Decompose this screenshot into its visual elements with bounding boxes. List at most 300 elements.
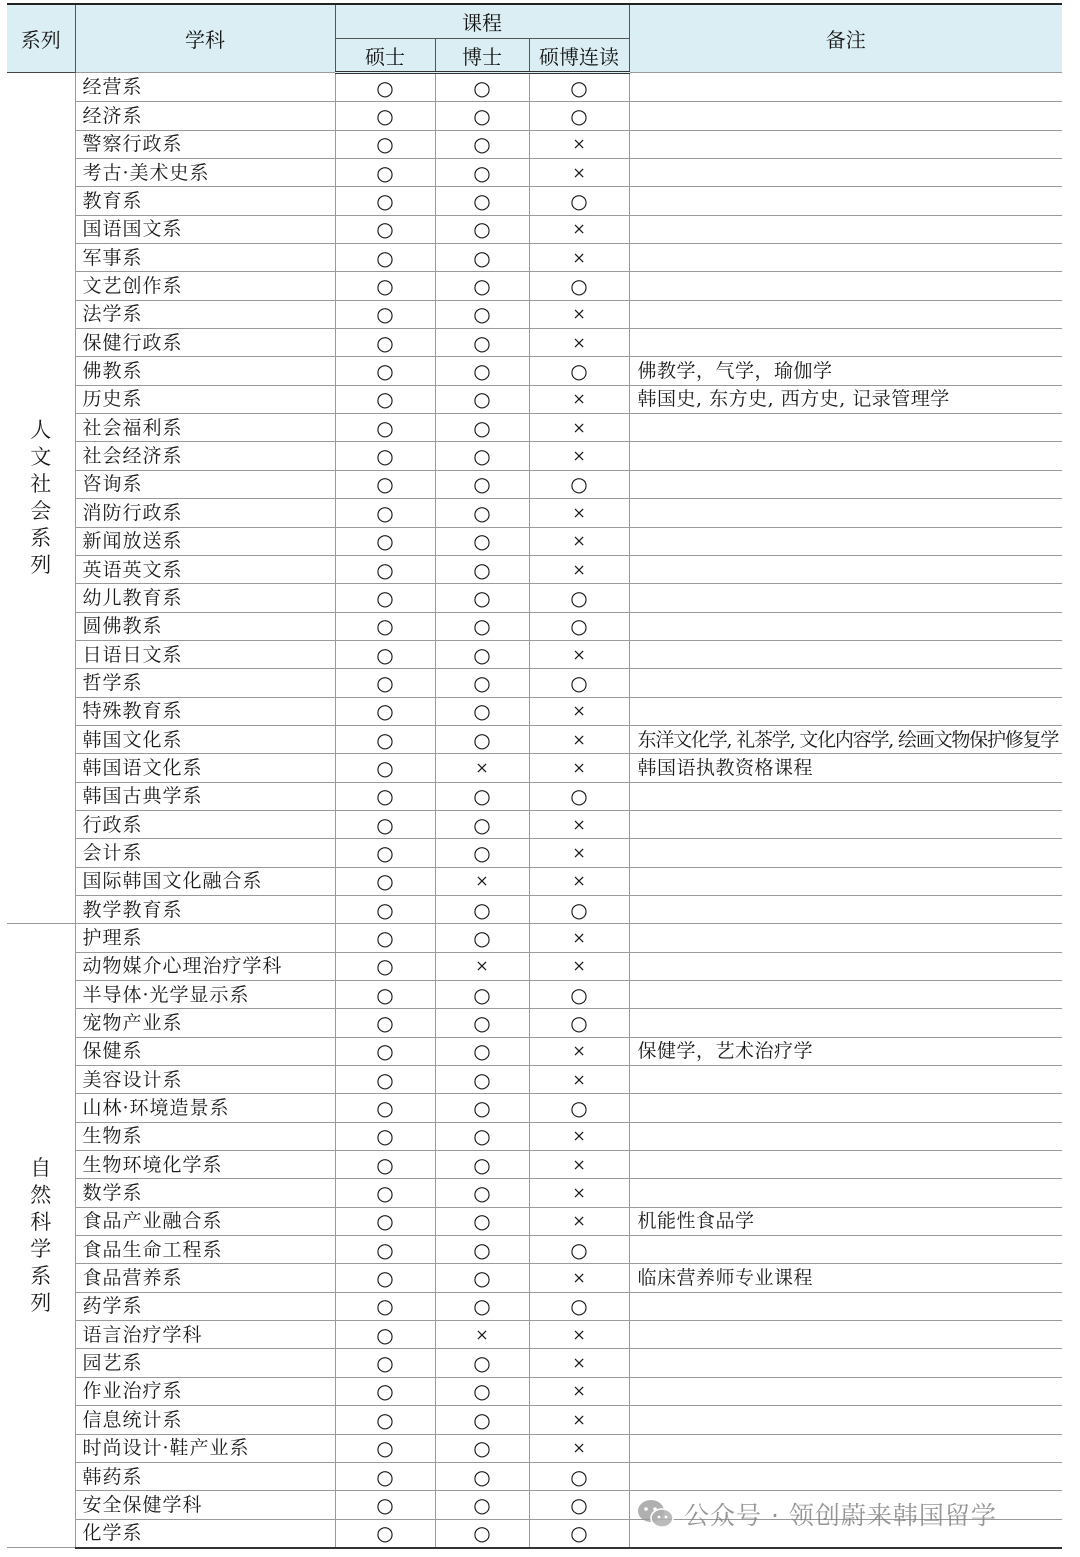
phd-cell: ○ [435,1066,529,1094]
series-cell [7,924,75,1548]
phd-cell: × [435,1321,529,1349]
table-row [7,1151,1062,1179]
notes-cell [629,527,1062,555]
master-cell: ○ [335,102,435,130]
notes-cell [629,669,1062,697]
subject-cell: 新闻放送系 [75,527,335,555]
subject-cell: 美容设计系 [75,1066,335,1094]
subject-cell: 化学系 [75,1519,335,1548]
phd-cell: ○ [435,414,529,442]
master-cell: ○ [335,754,435,782]
subject-cell: 半导体·光学显示系 [75,981,335,1009]
phd-cell: ○ [435,839,529,867]
subject-cell: 食品生命工程系 [75,1236,335,1264]
notes-cell [629,867,1062,895]
phd-cell: ○ [435,1292,529,1320]
subject-cell: 食品产业融合系 [75,1207,335,1235]
phd-cell: × [435,867,529,895]
master-cell: ○ [335,130,435,158]
notes-cell [629,1377,1062,1405]
phd-cell: ○ [435,1349,529,1377]
subject-cell: 经营系 [75,73,335,102]
table-row [7,1349,1062,1377]
table-row [7,952,1062,980]
subject-cell: 宠物产业系 [75,1009,335,1037]
header-subject: 学科 [75,4,335,73]
notes-cell: 东洋文化学, 礼茶学, 文化内容学, 绘画文物保护修复学 [629,725,1062,753]
phd-cell: × [435,952,529,980]
master-cell: ○ [335,1066,435,1094]
combined-cell: ○ [529,187,629,215]
combined-cell: ○ [529,1094,629,1122]
notes-cell [629,952,1062,980]
combined-cell: × [529,244,629,272]
notes-cell [629,555,1062,583]
table-row [7,244,1062,272]
combined-cell: ○ [529,1519,629,1548]
phd-cell: ○ [435,810,529,838]
combined-cell: × [529,442,629,470]
subject-cell: 药学系 [75,1292,335,1320]
phd-cell: ○ [435,1037,529,1065]
notes-cell [629,329,1062,357]
master-cell: ○ [335,697,435,725]
notes-cell [629,1292,1062,1320]
combined-cell: ○ [529,272,629,300]
phd-cell: ○ [435,1462,529,1490]
combined-cell: × [529,499,629,527]
master-cell: ○ [335,442,435,470]
combined-cell: × [529,867,629,895]
notes-cell [629,1122,1062,1150]
phd-cell: ○ [435,584,529,612]
subject-cell: 保健行政系 [75,329,335,357]
phd-cell: ○ [435,272,529,300]
notes-cell [629,1406,1062,1434]
subject-cell: 国语国文系 [75,215,335,243]
table-row [7,612,1062,640]
phd-cell: ○ [435,187,529,215]
phd-cell: ○ [435,782,529,810]
subject-cell: 作业治疗系 [75,1377,335,1405]
table-row [7,1122,1062,1150]
subject-cell: 佛教系 [75,357,335,385]
subject-cell: 数学系 [75,1179,335,1207]
notes-cell [629,1179,1062,1207]
master-cell: ○ [335,414,435,442]
notes-cell: 佛教学，气学，瑜伽学 [629,357,1062,385]
notes-cell: 韩国语执教资格课程 [629,754,1062,782]
subject-cell: 保健系 [75,1037,335,1065]
notes-cell [629,782,1062,810]
table-row [7,867,1062,895]
phd-cell: ○ [435,442,529,470]
phd-cell: ○ [435,981,529,1009]
subject-cell: 会计系 [75,839,335,867]
notes-cell: 机能性食品学 [629,1207,1062,1235]
subject-cell: 韩国语文化系 [75,754,335,782]
master-cell: ○ [335,1207,435,1235]
master-cell: ○ [335,669,435,697]
subject-cell: 生物环境化学系 [75,1151,335,1179]
combined-cell: ○ [529,612,629,640]
combined-cell: × [529,1179,629,1207]
notes-cell [629,839,1062,867]
master-cell: ○ [335,357,435,385]
subject-cell: 哲学系 [75,669,335,697]
phd-cell: ○ [435,1491,529,1519]
master-cell: ○ [335,725,435,753]
combined-cell: × [529,839,629,867]
notes-cell [629,1434,1062,1462]
subject-cell: 考古·美术史系 [75,159,335,187]
master-cell: ○ [335,839,435,867]
phd-cell: ○ [435,1406,529,1434]
phd-cell: ○ [435,499,529,527]
subject-cell: 警察行政系 [75,130,335,158]
master-cell: ○ [335,215,435,243]
combined-cell: × [529,1434,629,1462]
watermark [636,1494,997,1534]
table-row [7,725,1062,753]
notes-cell [629,442,1062,470]
phd-cell: ○ [435,244,529,272]
combined-cell: × [529,414,629,442]
table-row [7,357,1062,385]
notes-cell [629,1066,1062,1094]
notes-cell [629,895,1062,923]
notes-cell [629,73,1062,102]
notes-cell [629,215,1062,243]
table-row [7,1321,1062,1349]
table-row [7,839,1062,867]
header-master: 硕士 [335,39,435,73]
table-row [7,1179,1062,1207]
notes-cell [629,1236,1062,1264]
phd-cell: ○ [435,1094,529,1122]
notes-cell [629,244,1062,272]
table-row [7,187,1062,215]
table-row [7,1037,1062,1065]
combined-cell: × [529,1037,629,1065]
combined-cell: × [529,300,629,328]
subject-cell: 圆佛教系 [75,612,335,640]
subject-cell: 韩国古典学系 [75,782,335,810]
series-label: 自然科学系列 [30,1155,52,1315]
notes-cell [629,130,1062,158]
table-row [7,1406,1062,1434]
master-cell: ○ [335,981,435,1009]
phd-cell: ○ [435,895,529,923]
notes-cell [629,1321,1062,1349]
notes-cell [629,1094,1062,1122]
subject-cell: 信息统计系 [75,1406,335,1434]
combined-cell: × [529,810,629,838]
subject-cell: 军事系 [75,244,335,272]
notes-cell: 临床营养师专业课程 [629,1264,1062,1292]
notes-cell [629,584,1062,612]
phd-cell: ○ [435,1009,529,1037]
subject-cell: 文艺创作系 [75,272,335,300]
notes-cell [629,810,1062,838]
master-cell: ○ [335,1009,435,1037]
watermark-text: 公众号 · 领创蔚来韩国留学 [684,1501,997,1530]
combined-cell: × [529,697,629,725]
notes-cell: 保健学，艺术治疗学 [629,1037,1062,1065]
table-row [7,1462,1062,1490]
table-row [7,499,1062,527]
master-cell: ○ [335,1264,435,1292]
phd-cell: × [435,754,529,782]
table-row [7,810,1062,838]
subject-cell: 韩国文化系 [75,725,335,753]
combined-cell: × [529,754,629,782]
master-cell: ○ [335,1434,435,1462]
master-cell: ○ [335,924,435,952]
table-row [7,640,1062,668]
table-row [7,414,1062,442]
combined-cell: × [529,952,629,980]
subject-cell: 食品营养系 [75,1264,335,1292]
subject-cell: 咨询系 [75,470,335,498]
phd-cell: ○ [435,725,529,753]
master-cell: ○ [335,1406,435,1434]
notes-cell [629,159,1062,187]
notes-cell [629,414,1062,442]
master-cell: ○ [335,1491,435,1519]
table-row [7,1066,1062,1094]
subject-cell: 动物媒介心理治疗学科 [75,952,335,980]
phd-cell: ○ [435,215,529,243]
combined-cell: × [529,159,629,187]
master-cell: ○ [335,1037,435,1065]
phd-cell: ○ [435,1434,529,1462]
phd-cell: ○ [435,640,529,668]
master-cell: ○ [335,244,435,272]
combined-cell: ○ [529,357,629,385]
master-cell: ○ [335,385,435,413]
table-row [7,1009,1062,1037]
subject-cell: 国际韩国文化融合系 [75,867,335,895]
header-course: 课程 [335,4,629,39]
notes-cell [629,924,1062,952]
phd-cell: ○ [435,159,529,187]
phd-cell: ○ [435,669,529,697]
master-cell: ○ [335,1292,435,1320]
header-notes: 备注 [629,4,1062,73]
subject-cell: 英语英文系 [75,555,335,583]
subject-cell: 山林·环境造景系 [75,1094,335,1122]
phd-cell: ○ [435,555,529,583]
table-body [7,73,1062,1548]
combined-cell: ○ [529,73,629,102]
combined-cell: × [529,1264,629,1292]
combined-cell: × [529,329,629,357]
wechat-icon [636,1497,676,1531]
subject-cell: 法学系 [75,300,335,328]
notes-cell [629,187,1062,215]
combined-cell: ○ [529,1292,629,1320]
notes-cell [629,470,1062,498]
table-row [7,924,1062,952]
combined-cell: × [529,527,629,555]
master-cell: ○ [335,1377,435,1405]
combined-cell: ○ [529,669,629,697]
combined-cell: ○ [529,1009,629,1037]
subject-cell: 生物系 [75,1122,335,1150]
master-cell: ○ [335,810,435,838]
table-row [7,73,1062,102]
table-row [7,102,1062,130]
master-cell: ○ [335,1519,435,1548]
combined-cell: × [529,1349,629,1377]
program-table [7,3,1062,1549]
table-row [7,754,1062,782]
combined-cell: ○ [529,782,629,810]
subject-cell: 护理系 [75,924,335,952]
master-cell: ○ [335,1462,435,1490]
phd-cell: ○ [435,1519,529,1548]
series-label: 人文社会系列 [30,418,52,578]
master-cell: ○ [335,555,435,583]
combined-cell: × [529,924,629,952]
subject-cell: 社会经济系 [75,442,335,470]
header-phd: 博士 [435,39,529,73]
combined-cell: ○ [529,981,629,1009]
notes-cell [629,640,1062,668]
subject-cell: 社会福利系 [75,414,335,442]
master-cell: ○ [335,1122,435,1150]
notes-cell [629,102,1062,130]
combined-cell: ○ [529,584,629,612]
master-cell: ○ [335,1236,435,1264]
table-row [7,329,1062,357]
phd-cell: ○ [435,357,529,385]
phd-cell: ○ [435,102,529,130]
phd-cell: ○ [435,470,529,498]
table-row [7,272,1062,300]
combined-cell: × [529,555,629,583]
combined-cell: × [529,1406,629,1434]
master-cell: ○ [335,300,435,328]
phd-cell: ○ [435,527,529,555]
table-row [7,697,1062,725]
phd-cell: ○ [435,924,529,952]
master-cell: ○ [335,584,435,612]
header-series: 系列 [7,4,75,73]
combined-cell: ○ [529,470,629,498]
combined-cell: ○ [529,102,629,130]
combined-cell: ○ [529,1236,629,1264]
table-header [7,4,1062,73]
subject-cell: 韩药系 [75,1462,335,1490]
notes-cell [629,1462,1062,1490]
notes-cell [629,1009,1062,1037]
master-cell: ○ [335,612,435,640]
phd-cell: ○ [435,130,529,158]
notes-cell [629,1349,1062,1377]
phd-cell: ○ [435,697,529,725]
table-row [7,981,1062,1009]
master-cell: ○ [335,1094,435,1122]
table-row [7,159,1062,187]
notes-cell [629,697,1062,725]
phd-cell: ○ [435,329,529,357]
phd-cell: ○ [435,300,529,328]
subject-cell: 安全保健学科 [75,1491,335,1519]
notes-cell [629,300,1062,328]
combined-cell: × [529,725,629,753]
phd-cell: ○ [435,1179,529,1207]
phd-cell: ○ [435,385,529,413]
subject-cell: 行政系 [75,810,335,838]
phd-cell: ○ [435,1264,529,1292]
notes-cell [629,272,1062,300]
master-cell: ○ [335,527,435,555]
table-row [7,555,1062,583]
phd-cell: ○ [435,1377,529,1405]
table-row [7,669,1062,697]
combined-cell: × [529,1377,629,1405]
notes-cell [629,981,1062,1009]
master-cell: ○ [335,470,435,498]
master-cell: ○ [335,867,435,895]
combined-cell: × [529,640,629,668]
combined-cell: × [529,215,629,243]
table-row [7,1264,1062,1292]
combined-cell: ○ [529,1462,629,1490]
master-cell: ○ [335,895,435,923]
subject-cell: 教学教育系 [75,895,335,923]
master-cell: ○ [335,329,435,357]
combined-cell: × [529,130,629,158]
subject-cell: 特殊教育系 [75,697,335,725]
combined-cell: ○ [529,1491,629,1519]
table-row [7,527,1062,555]
notes-cell: 韩国史, 东方史, 西方史, 记录管理学 [629,385,1062,413]
master-cell: ○ [335,187,435,215]
table-row [7,215,1062,243]
table-row [7,1207,1062,1235]
combined-cell: × [529,385,629,413]
combined-cell: × [529,1066,629,1094]
combined-cell: × [529,1151,629,1179]
phd-cell: ○ [435,612,529,640]
notes-cell [629,499,1062,527]
master-cell: ○ [335,73,435,102]
table-row [7,300,1062,328]
table-row [7,470,1062,498]
combined-cell: × [529,1122,629,1150]
subject-cell: 幼儿教育系 [75,584,335,612]
program-table-wrapper [7,3,1062,1549]
phd-cell: ○ [435,1236,529,1264]
subject-cell: 日语日文系 [75,640,335,668]
table-row [7,584,1062,612]
table-row [7,442,1062,470]
master-cell: ○ [335,640,435,668]
table-row [7,130,1062,158]
master-cell: ○ [335,952,435,980]
phd-cell: ○ [435,1122,529,1150]
master-cell: ○ [335,1151,435,1179]
combined-cell: ○ [529,895,629,923]
subject-cell: 经济系 [75,102,335,130]
table-row [7,782,1062,810]
subject-cell: 教育系 [75,187,335,215]
phd-cell: ○ [435,1207,529,1235]
series-cell [7,73,75,924]
